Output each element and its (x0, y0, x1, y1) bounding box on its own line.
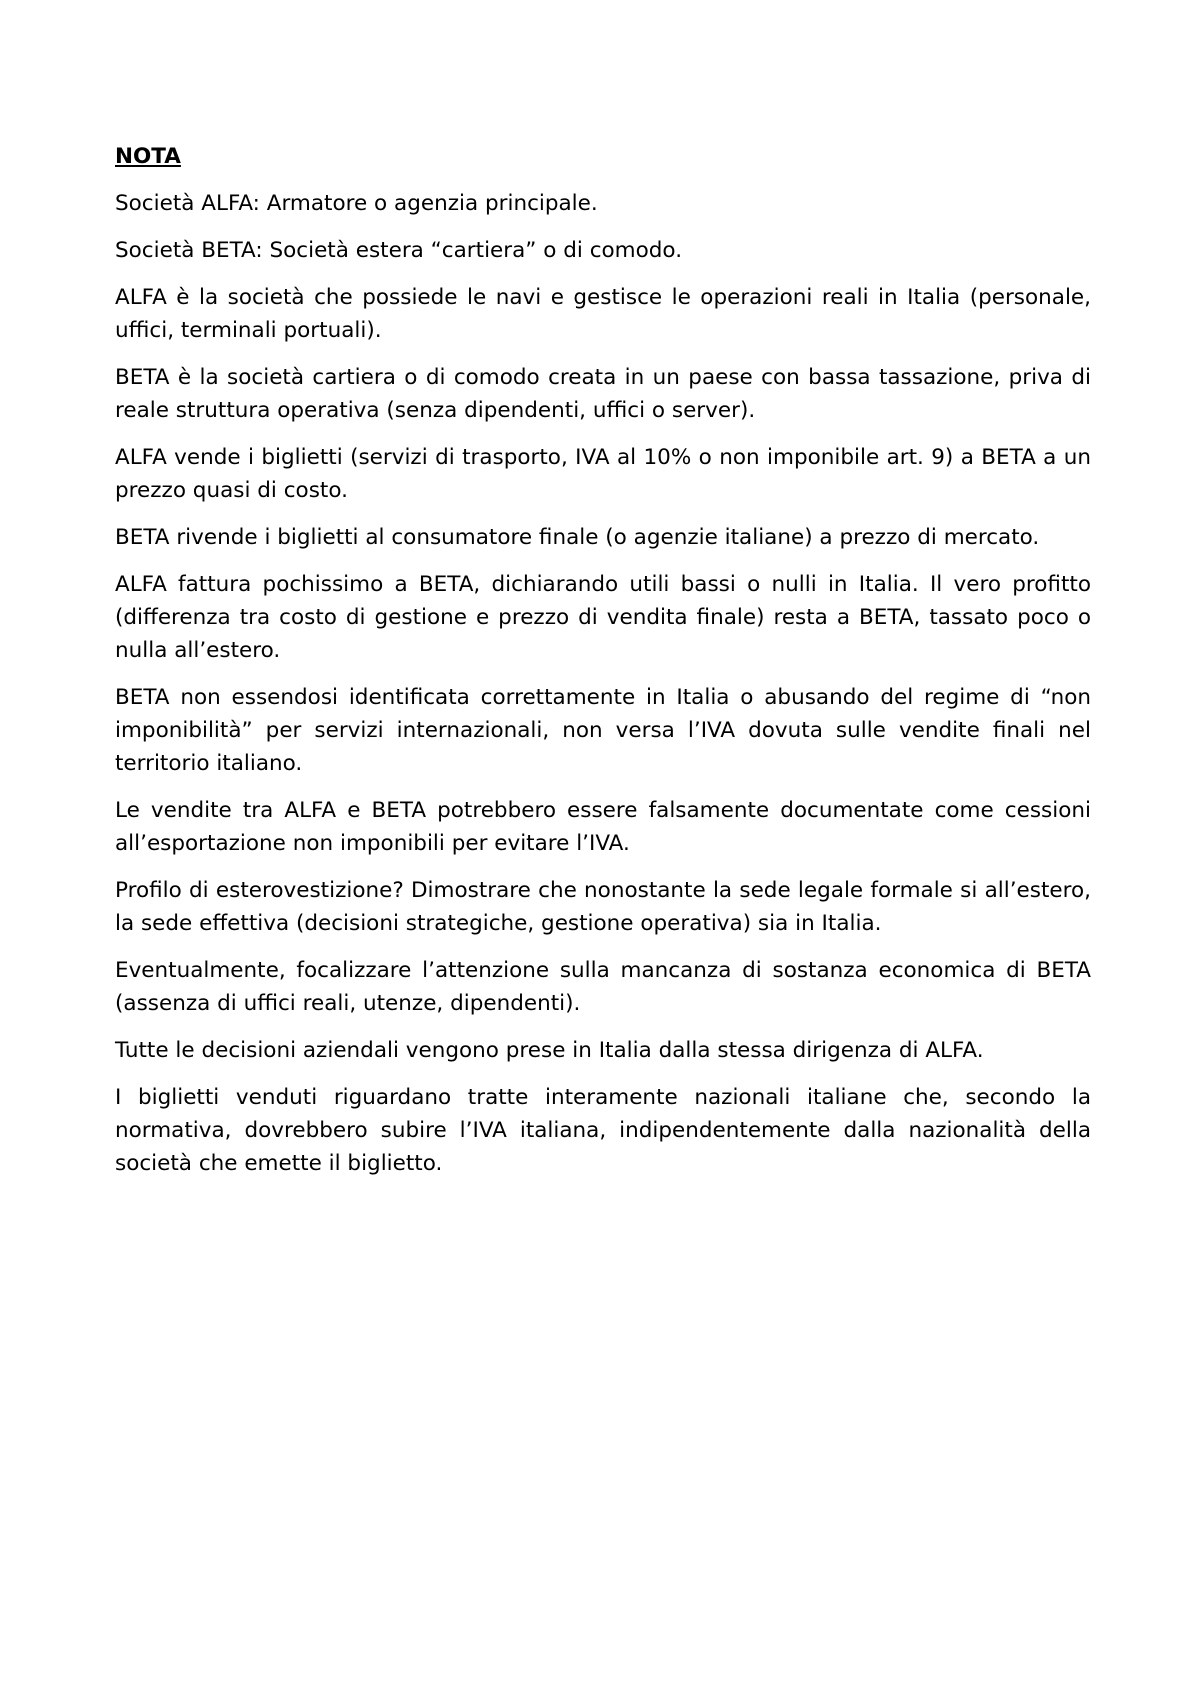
paragraph-vat-evasion: BETA non essendosi identificata correttamente in Italia o abusando del regime di “non imponibilità” per servizi internazionali, non versa l’IVA dovuta sulle vendite finali nel territorio italiano. (115, 685, 1091, 776)
paragraph-false-export: Le vendite tra ALFA e BETA potrebbero essere falsamente documentate come cessioni all’esportazione non imponibili per evitare l’IVA. (115, 798, 1091, 856)
paragraph-alfa-sells: ALFA vende i biglietti (servizi di trasporto, IVA al 10% o non imponibile art. 9) a BETA a un prezzo quasi di costo. (115, 445, 1091, 503)
paragraph-management-italy: Tutte le decisioni aziendali vengono prese in Italia dalla stessa dirigenza di ALFA. (115, 1038, 984, 1063)
paragraph-alfa-role: ALFA è la società che possiede le navi e gestisce le operazioni reali in Italia (personale, uffici, terminali portuali). (115, 285, 1091, 343)
paragraph-domestic-routes: I biglietti venduti riguardano tratte interamente nazionali italiane che, secondo la normativa, dovrebbero subire l’IVA italiana, indipendentemente dalla nazionalità della società che emette il biglietto. (115, 1085, 1091, 1176)
paragraph-economic-substance: Eventualmente, focalizzare l’attenzione sulla mancanza di sostanza economica di BETA (assenza di uffici reali, utenze, dipendenti). (115, 958, 1091, 1016)
document-page (115, 140, 1091, 1194)
paragraph-esterovestizione: Profilo di esterovestizione? Dimostrare che nonostante la sede legale formale si all’estero, la sede effettiva (decisioni strategiche, gestione operativa) sia in Italia. (115, 878, 1091, 936)
paragraph-beta-definition: Società BETA: Società estera “cartiera” o di comodo. (115, 238, 683, 263)
paragraph-beta-resells: BETA rivende i biglietti al consumatore finale (o agenzie italiane) a prezzo di mercato. (115, 525, 1040, 550)
paragraph-profit-shift: ALFA fattura pochissimo a BETA, dichiarando utili bassi o nulli in Italia. Il vero profitto (differenza tra costo di gestione e prezzo di vendita finale) resta a BETA, tassato poco o nulla all’estero. (115, 572, 1091, 663)
paragraph-alfa-definition: Società ALFA: Armatore o agenzia principale. (115, 191, 598, 216)
document-title: NOTA (115, 144, 181, 169)
paragraph-beta-role: BETA è la società cartiera o di comodo creata in un paese con bassa tassazione, priva di reale struttura operativa (senza dipendenti, uffici o server). (115, 365, 1091, 423)
